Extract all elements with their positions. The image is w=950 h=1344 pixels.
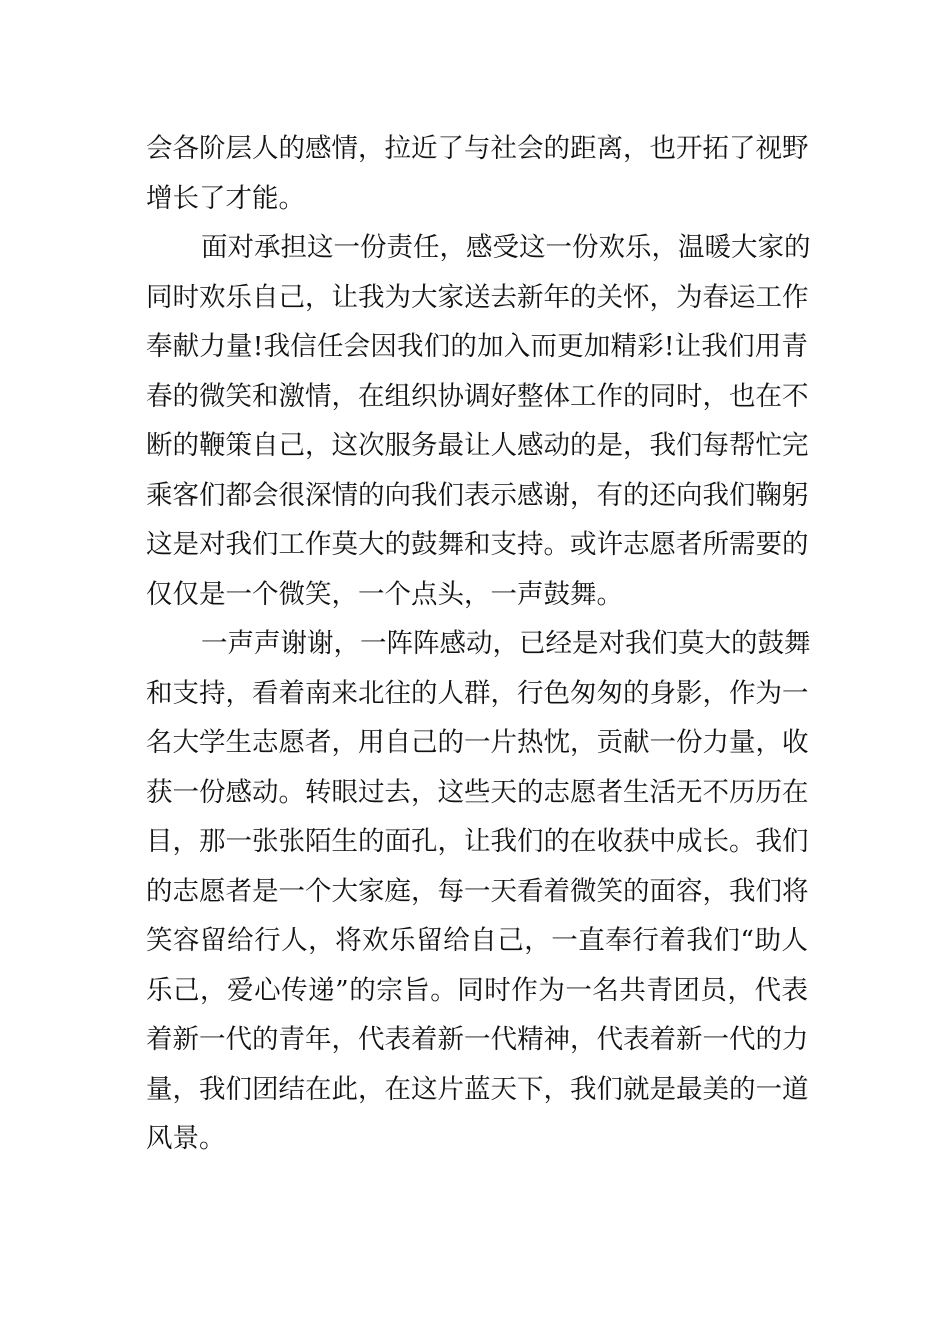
- document-body: [146, 124, 811, 1164]
- text-line: 获一份感动。转眼过去，这些天的志愿者生活无不历历在: [146, 776, 809, 808]
- text-line: 量，我们团结在此，在这片蓝天下，我们就是最美的一道: [146, 1073, 809, 1105]
- text-line: 名大学生志愿者，用自己的一片热忱，贡献一份力量，收: [146, 727, 809, 758]
- text-line: 和支持，看着南来北往的人群，行色匆匆的身影，作为一: [146, 677, 809, 709]
- text-line: 会各阶层人的感情，拉近了与社会的距离，也开拓了视野: [146, 133, 809, 164]
- text-line: 目，那一张张陌生的面孔，让我们的在收获中成长。我们: [146, 826, 809, 857]
- text-line: 增长了才能。: [146, 182, 305, 214]
- text-line: 乐己，爱心传递”的宗旨。同时作为一名共青团员，代表: [146, 974, 808, 1006]
- text-line: 断的鞭策自己，这次服务最让人感动的是，我们每帮忙完: [146, 430, 809, 461]
- text-line: 面对承担这一份责任，感受这一份欢乐，温暖大家的: [201, 232, 811, 263]
- text-line: 奉献力量!我信任会因我们的加入而更加精彩!让我们用青: [146, 331, 808, 362]
- text-line: 春的微笑和激情，在组织协调好整体工作的同时，也在不: [146, 380, 809, 412]
- text-line: 笑容留给行人，将欢乐留给自己，一直奉行着我们“助人: [146, 925, 808, 956]
- text-line: 一声声谢谢，一阵阵感动，已经是对我们莫大的鼓舞: [201, 628, 811, 659]
- text-line: 的志愿者是一个大家庭，每一天看着微笑的面容，我们将: [146, 875, 809, 907]
- text-line: 着新一代的青年，代表着新一代精神，代表着新一代的力: [146, 1024, 809, 1055]
- text-line: 同时欢乐自己，让我为大家送去新年的关怀，为春运工作: [146, 281, 809, 313]
- text-line: 乘客们都会很深情的向我们表示感谢，有的还向我们鞠躬: [146, 479, 809, 511]
- text-line: 仅仅是一个微笑，一个点头，一声鼓舞。: [146, 578, 623, 610]
- text-line: 这是对我们工作莫大的鼓舞和支持。或许志愿者所需要的: [146, 529, 809, 560]
- text-line: 风景。: [146, 1123, 226, 1154]
